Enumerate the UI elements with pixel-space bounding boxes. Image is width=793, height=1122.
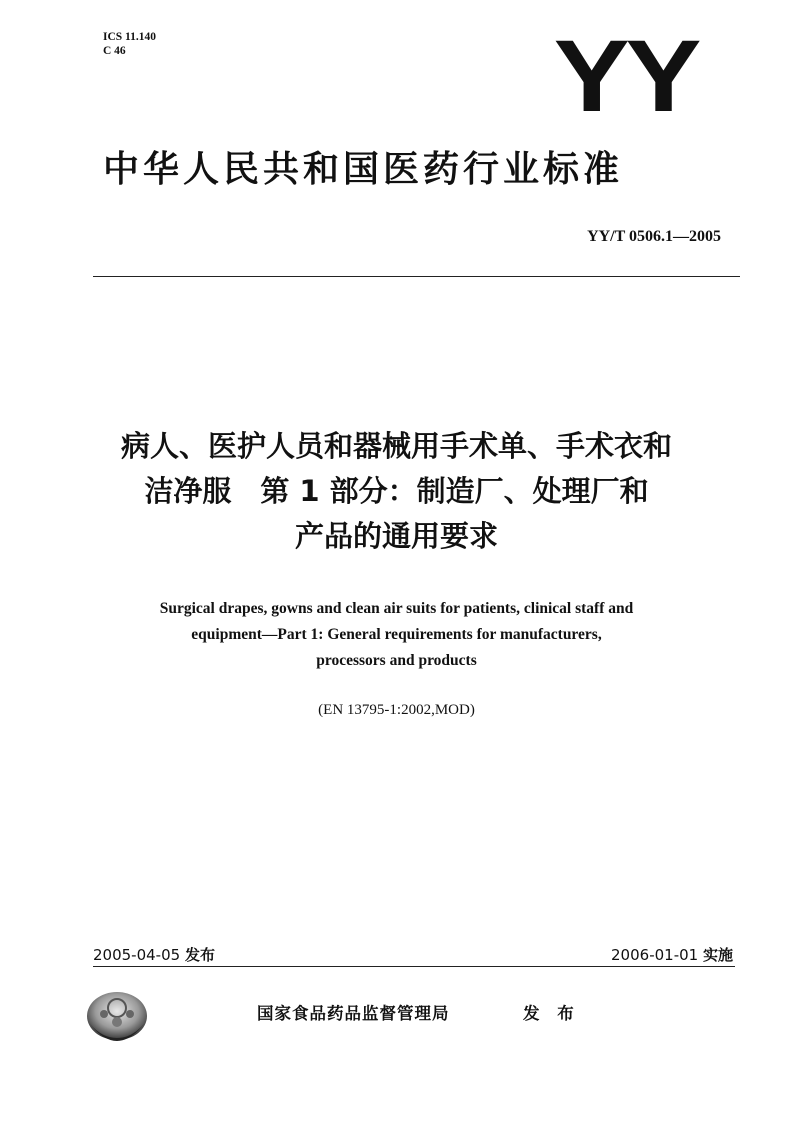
- english-title-line-1: Surgical drapes, gowns and clean air suits for patients, clinical staff and: [159, 600, 634, 617]
- publisher-name: 国家食品药品监督管理局: [257, 1004, 450, 1023]
- english-title: [60, 596, 733, 674]
- english-title-line-2: equipment—Part 1: General requirements for manufacturers,: [191, 626, 602, 643]
- chinese-title: [40, 424, 753, 559]
- issue-date: 2005-04-05: [93, 946, 181, 964]
- ics-code: ICS 11.140: [103, 31, 157, 43]
- classification-codes: [103, 30, 156, 58]
- english-title-line-3: processors and products: [316, 652, 477, 669]
- issue-date-block: [93, 944, 215, 965]
- bottom-divider: [93, 966, 735, 967]
- implementation-date: 2006-01-01: [611, 946, 699, 964]
- ccs-code: C 46: [103, 45, 126, 57]
- issue-label: 发布: [184, 946, 215, 964]
- national-emblem-icon: [82, 986, 152, 1056]
- equivalence-reference: (EN 13795-1:2002,MOD): [318, 702, 475, 718]
- chinese-title-line-2: 洁净服 第 1 部分：制造厂、处理厂和: [144, 474, 649, 508]
- standard-code: YY/T 0506.1—2005: [587, 228, 721, 245]
- implementation-date-block: [611, 944, 733, 965]
- publish-label: 发 布: [523, 1004, 580, 1023]
- implementation-label: 实施: [702, 946, 733, 964]
- chinese-title-line-1: 病人、医护人员和器械用手术单、手术衣和: [120, 429, 672, 463]
- yy-logo: YY: [553, 19, 697, 133]
- standard-category-title: 中华人民共和国医药行业标准: [103, 149, 624, 190]
- top-divider: [93, 276, 740, 277]
- chinese-title-line-3: 产品的通用要求: [294, 519, 498, 553]
